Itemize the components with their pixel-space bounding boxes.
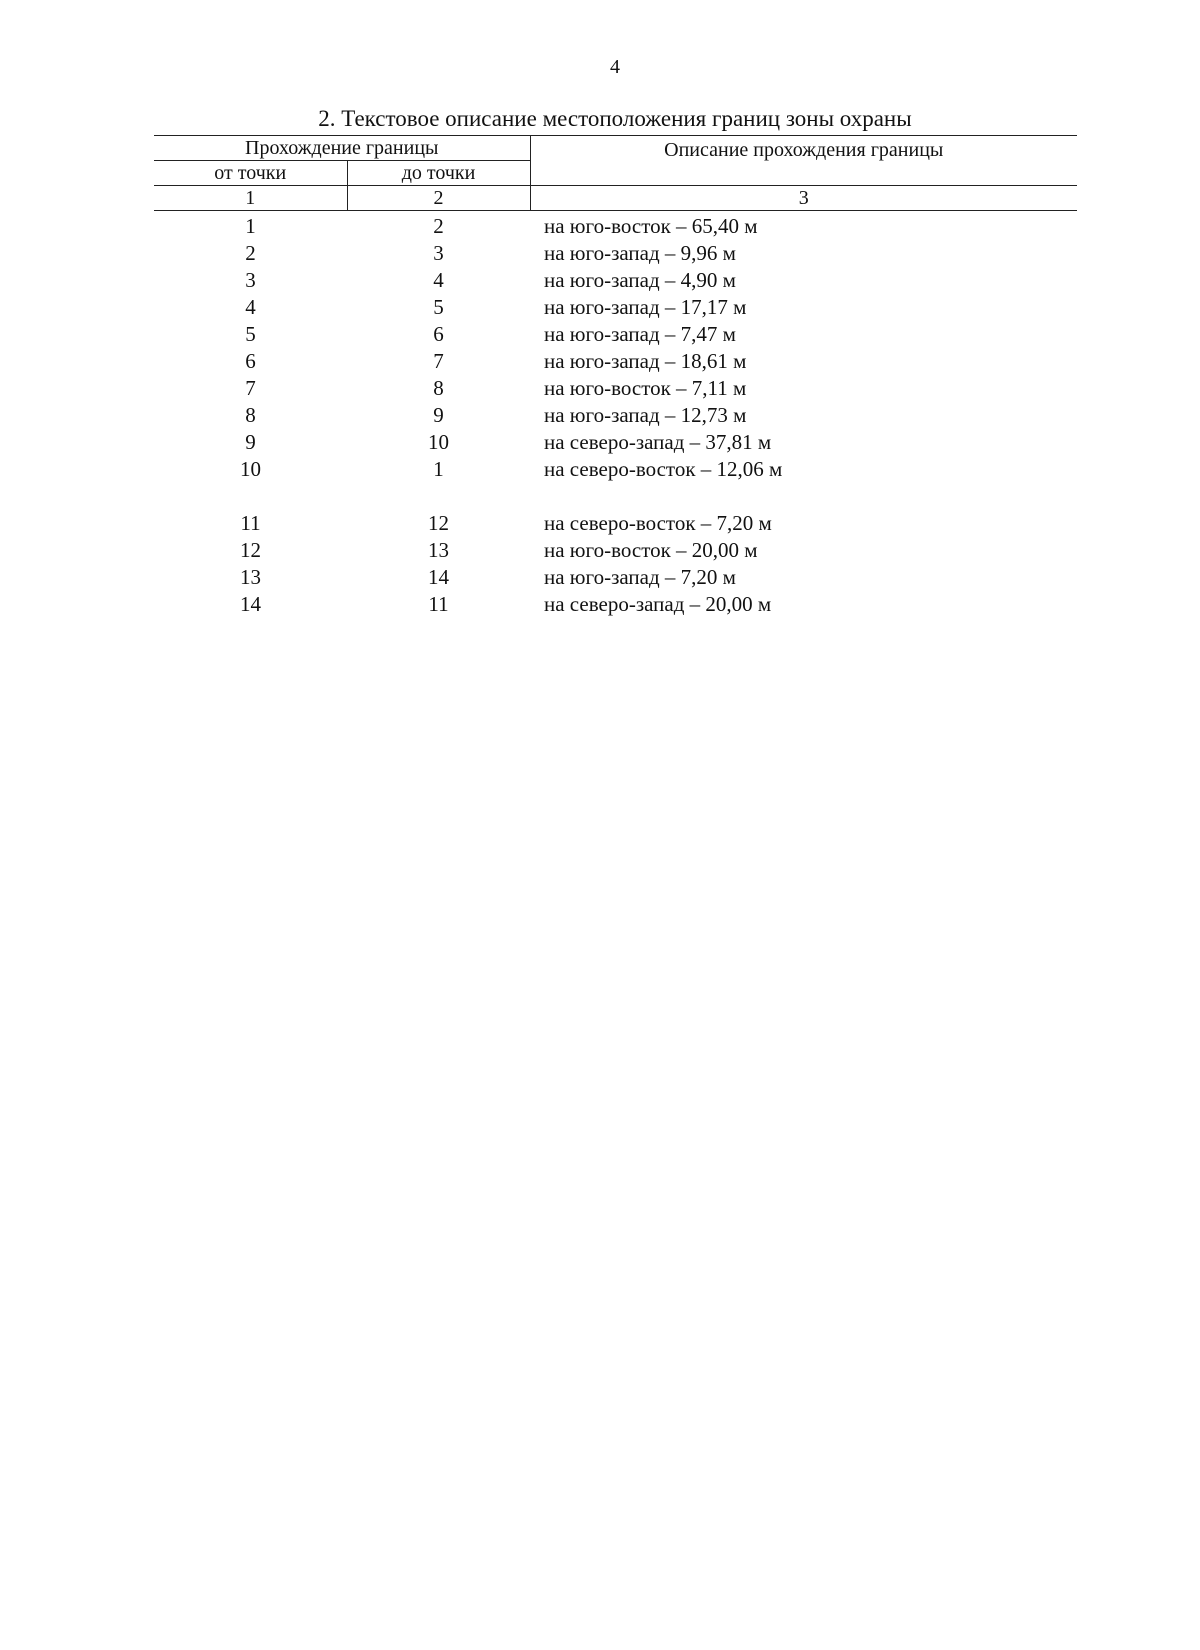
header-description: Описание прохождения границы: [530, 136, 1077, 186]
to-point-cell: 6: [433, 322, 444, 346]
table-row: [154, 267, 1077, 294]
group-separator-cell: [154, 483, 1077, 510]
header-from-point: от точки: [154, 161, 347, 186]
to-point-cell: 1: [433, 457, 444, 481]
header-to-point: до точки: [347, 161, 530, 186]
description-cell: на северо-запад – 37,81 м: [544, 430, 772, 454]
description-cell: на северо-восток – 12,06 м: [544, 457, 783, 481]
table-row: [154, 510, 1077, 537]
description-cell: на юго-восток – 7,11 м: [544, 376, 747, 400]
table-row: [154, 211, 1077, 241]
description-cell: на юго-запад – 4,90 м: [544, 268, 736, 292]
to-point-cell: 12: [428, 511, 449, 535]
table-row: [154, 456, 1077, 483]
from-point-cell: 11: [240, 511, 261, 535]
description-cell: на юго-восток – 20,00 м: [544, 538, 758, 562]
description-cell: на северо-восток – 7,20 м: [544, 511, 772, 535]
to-point-cell: 13: [428, 538, 449, 562]
to-point-cell: 7: [433, 349, 444, 373]
to-point-cell: 3: [433, 241, 444, 265]
from-point-cell: 12: [240, 538, 261, 562]
page-number: 4: [610, 56, 620, 78]
description-cell: на юго-восток – 65,40 м: [544, 214, 758, 238]
from-point-cell: 10: [240, 457, 261, 481]
from-point-cell: 14: [240, 592, 261, 616]
from-point-cell: 1: [245, 214, 256, 238]
to-point-cell: 2: [433, 214, 444, 238]
section-title: 2. Текстовое описание местоположения границ зоны охраны: [318, 106, 912, 131]
from-point-cell: 9: [245, 430, 256, 454]
to-point-cell: 4: [433, 268, 444, 292]
from-point-cell: 13: [240, 565, 261, 589]
table-row: [154, 564, 1077, 591]
description-cell: на юго-запад – 9,96 м: [544, 241, 736, 265]
from-point-cell: 2: [245, 241, 256, 265]
from-point-cell: 7: [245, 376, 256, 400]
from-point-cell: 4: [245, 295, 256, 319]
to-point-cell: 10: [428, 430, 449, 454]
table-header: [154, 136, 1077, 211]
description-cell: на юго-запад – 12,73 м: [544, 403, 747, 427]
column-number-2: 2: [347, 186, 530, 211]
table-row: [154, 321, 1077, 348]
table-row: [154, 537, 1077, 564]
group-separator: [154, 483, 1077, 510]
description-cell: на юго-запад – 7,20 м: [544, 565, 736, 589]
to-point-cell: 9: [433, 403, 444, 427]
table-body: [154, 211, 1077, 619]
description-cell: на юго-запад – 17,17 м: [544, 295, 747, 319]
table-row: [154, 294, 1077, 321]
column-number-1: 1: [154, 186, 347, 211]
from-point-cell: 5: [245, 322, 256, 346]
table-row: [154, 375, 1077, 402]
table-row: [154, 348, 1077, 375]
to-point-cell: 11: [428, 592, 449, 616]
from-point-cell: 3: [245, 268, 256, 292]
table-row: [154, 402, 1077, 429]
column-number-3: 3: [530, 186, 1077, 211]
to-point-cell: 5: [433, 295, 444, 319]
table-row: [154, 240, 1077, 267]
from-point-cell: 6: [245, 349, 256, 373]
header-boundary-passage: Прохождение границы: [154, 136, 530, 161]
table-row: [154, 591, 1077, 618]
table-row: [154, 429, 1077, 456]
boundary-table: [154, 135, 1077, 618]
description-cell: на юго-запад – 7,47 м: [544, 322, 736, 346]
description-cell: на юго-запад – 18,61 м: [544, 349, 747, 373]
to-point-cell: 8: [433, 376, 444, 400]
from-point-cell: 8: [245, 403, 256, 427]
to-point-cell: 14: [428, 565, 449, 589]
description-cell: на северо-запад – 20,00 м: [544, 592, 772, 616]
